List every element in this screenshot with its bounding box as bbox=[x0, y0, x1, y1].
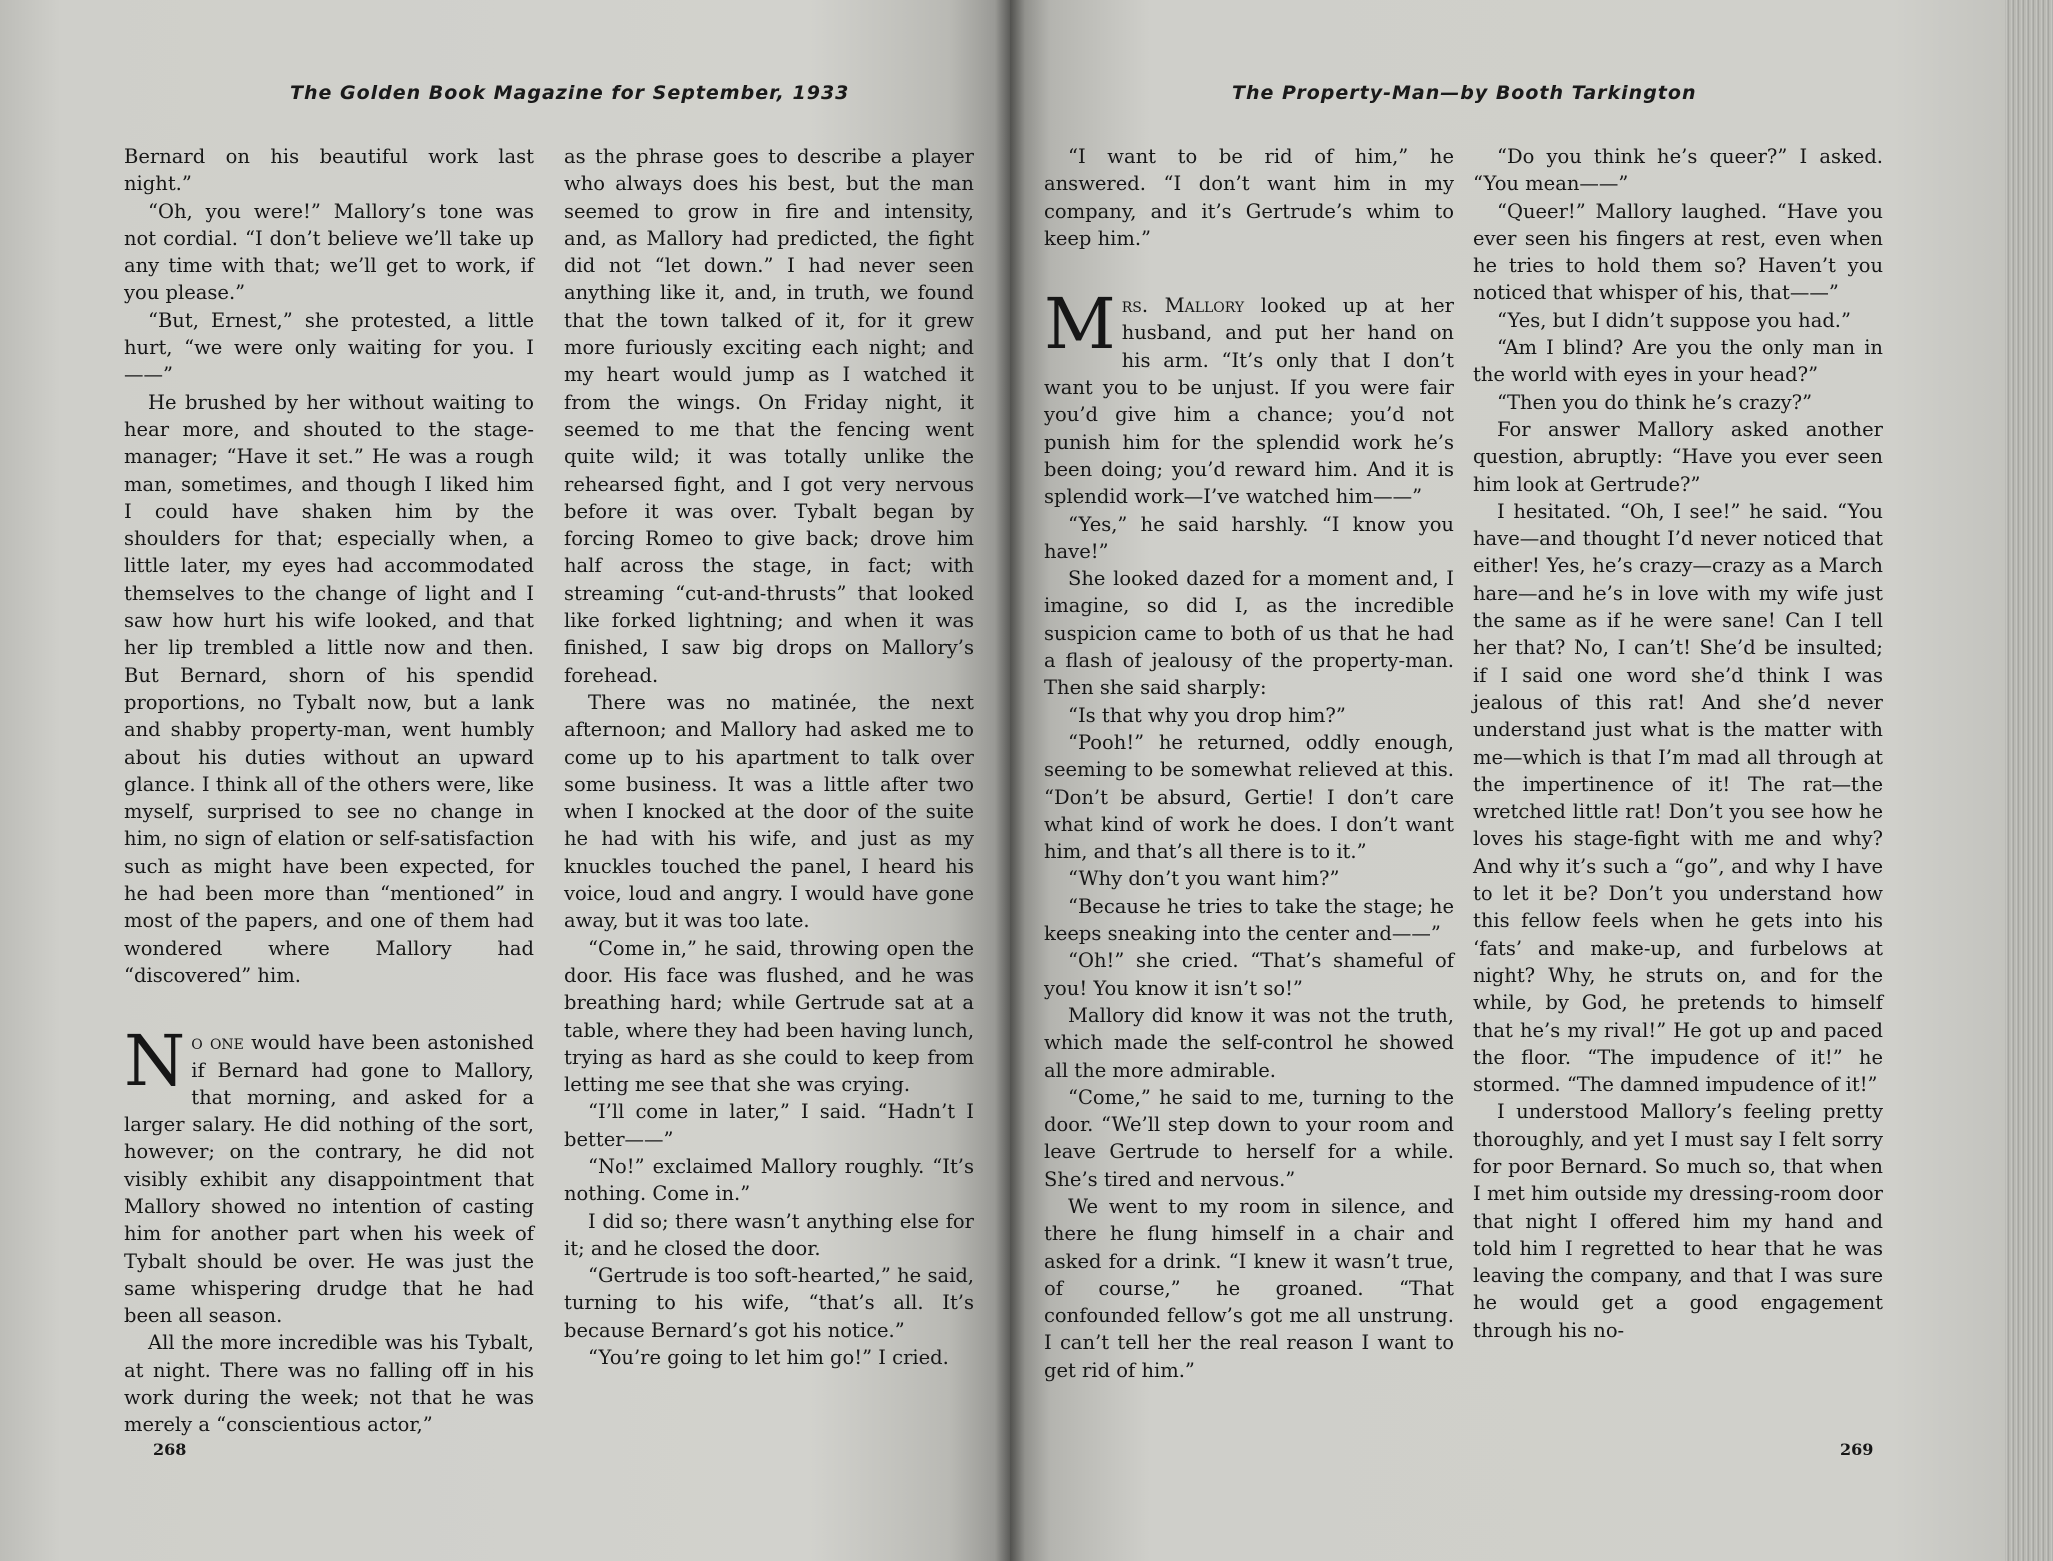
paragraph: “But, Ernest,” she protested, a little hurt, “we were only waiting for you. I——” bbox=[124, 308, 534, 387]
paragraph: “I’ll come in later,” I said. “Hadn’t I better——” bbox=[564, 1100, 974, 1151]
right-page-column-1 bbox=[1044, 143, 1454, 1384]
paragraph: Bernard on his beautiful work last night.” bbox=[124, 145, 534, 196]
paragraph: Mallory did know it was not the truth, which made the self-control he showed all the more admirable. bbox=[1044, 1003, 1454, 1082]
paragraph: “Because he tries to take the stage; he keeps sneaking into the center and——” bbox=[1044, 894, 1454, 946]
paragraph: “Pooh!” he returned, oddly enough, seeming to be somewhat relieved at this. “Don’t be absurd, Gertie! I don’t care what kind of work he does. I don’t want him, and that’s all there is to it.” bbox=[1044, 730, 1454, 864]
paragraph: “Yes,” he said harshly. “I know you have!” bbox=[1044, 512, 1454, 563]
left-page-column-2 bbox=[564, 143, 974, 1371]
paragraph: “Is that why you drop him?” bbox=[1068, 703, 1346, 727]
paragraph: I did so; there wasn’t anything else for it; and he closed the door. bbox=[564, 1209, 974, 1260]
small-caps-lead: o one bbox=[191, 1031, 244, 1055]
right-running-head: The Property-Man—by Booth Tarkington bbox=[1232, 82, 1697, 104]
paragraph: “Queer!” Mallory laughed. “Have you ever seen his fingers at rest, even when he tries to hold them so? Haven’t you noticed that whisper of his, that——” bbox=[1473, 199, 1883, 305]
paragraph: “Oh!” she cried. “That’s shameful of you! You know it isn’t so!” bbox=[1044, 949, 1454, 1000]
paragraph: There was no matinée, the next afternoon; and Mallory had asked me to come up to his apartment to talk over some business. It was a little after two when I knocked at the door of the suite he had with his wife, and just as my knuckles touched the panel, I heard his voice, loud and angry. I would have gone away, but it was too late. bbox=[564, 690, 974, 933]
section-opening-paragraph bbox=[1044, 283, 1454, 510]
paragraph: “Come in,” he said, throwing open the door. His face was flushed, and he was breathing hard; while Gertrude sat at a table, where they had been having lunch, trying as hard as she could to keep from letting me see that she was crying. bbox=[564, 936, 975, 1097]
paragraph: “Come,” he said to me, turning to the door. “We’ll step down to your room and leave Gertrude to herself for a while. She’s tired and nervous.” bbox=[1044, 1085, 1454, 1191]
paragraph: For answer Mallory asked another question, abruptly: “Have you ever seen him look at Gertrude?” bbox=[1473, 417, 1883, 496]
paragraph: “Gertrude is too soft-hearted,” he said, turning to his wife, “that’s all. It’s because Bernard’s got his notice.” bbox=[564, 1264, 974, 1342]
paragraph: “You’re going to let him go!” I cried. bbox=[588, 1346, 949, 1370]
paragraph: “Then you do think he’s crazy?” bbox=[1497, 390, 1813, 414]
small-caps-lead: rs. Mallory bbox=[1121, 294, 1245, 318]
paragraph: “I want to be rid of him,” he answered. “I don’t want him in my company, and it’s Gertrude’s whim to keep him.” bbox=[1044, 145, 1454, 250]
paragraph: “Why don’t you want him?” bbox=[1068, 867, 1340, 891]
left-page-column-1 bbox=[124, 143, 534, 1439]
right-page-number: 269 bbox=[1840, 1440, 1874, 1459]
paragraph-text: looked up at her husband, and put her hand on his arm. “It’s only that I don’t want you to be unjust. If you were fair you’d give him a chance; you’d not punish him for the splendid work he’s been doing; you’d reward him. And it is splendid work—I’ve watched him——” bbox=[1044, 294, 1454, 509]
drop-cap: M bbox=[1044, 283, 1116, 366]
paragraph-text: would have been astonished if Bernard had gone to Mallory, that morning, and asked for a larger salary. He did nothing of the sort, however; on the contrary, he did not visibly exhibit any disappointment that Mallory showed no intention of casting him for another part when his week of Tybalt should be over. He was just the same whispering drudge that he had been all season. bbox=[124, 1031, 534, 1328]
left-running-head: The Golden Book Magazine for September, 1933 bbox=[290, 82, 850, 104]
paragraph: “Oh, you were!” Mallory’s tone was not cordial. “I don’t believe we’ll take up any time with that; we’ll get to work, if you please.” bbox=[124, 199, 534, 305]
left-page-number: 268 bbox=[153, 1440, 187, 1459]
paragraph: “Yes, but I didn’t suppose you had.” bbox=[1497, 308, 1851, 332]
right-page bbox=[1010, 0, 2013, 1561]
paragraph: All the more incredible was his Tybalt, at night. There was no falling off in his work during the week; not that he was merely a “conscientious actor,” bbox=[124, 1331, 534, 1437]
paragraph: We went to my room in silence, and there he flung himself in a chair and asked for a drink. “I knew it wasn’t true, of course,” he groaned. “That confounded fellow’s got me all unstrung. I can’t tell her the real reason I want to get rid of him.” bbox=[1044, 1194, 1454, 1382]
paragraph: “Am I blind? Are you the only man in the world with eyes in your head?” bbox=[1473, 336, 1883, 387]
paragraph: I hesitated. “Oh, I see!” he said. “You have—and thought I’d never noticed that either! Yes, he’s crazy—crazy as a March hare—and he’s in love with my wife just the same as if he were sane! Can I tell her that? No, I can’t! She’d be insulted; if I said one word she’d think I was jealous of this rat! And she’d never understand just what is the matter with me—which is that I’m mad all through at the impertinence of it! The rat—the wretched little rat! Don’t you see how he loves his stage-fight with me and why? And why it’s such a “go”, and why I have to let it be? Don’t you understand how this fellow feels when he gets into his ‘fats’ and make-up, and furbelows at night? Why, he struts on, and for the while, by God, he pretends to himself that he’s my rival!” He got up and paced the floor. “The impudence of it!” he stormed. “The damned impudence of it!” bbox=[1473, 499, 1883, 1097]
book-gutter-shadow bbox=[995, 0, 1025, 1561]
right-page-column-2 bbox=[1473, 143, 1883, 1344]
page-stack-edges bbox=[2005, 0, 2053, 1561]
left-page bbox=[0, 0, 1010, 1561]
paragraph: “Do you think he’s queer?” I asked. “You mean——” bbox=[1473, 145, 1883, 196]
paragraph: “No!” exclaimed Mallory roughly. “It’s nothing. Come in.” bbox=[564, 1154, 974, 1206]
paragraph: He brushed by her without waiting to hear more, and shouted to the stage-manager; “Have it set.” He was a rough man, sometimes, and though I liked him I could have shaken him by the shoulders for that; especially when, a little later, my eyes had accommodated themselves to the change of light and I saw how hurt his wife looked, and that her lip trembled a little now and then. But Bernard, shorn of his spendid proportions, no Tybalt now, but a lank and shabby property-man, went humbly about his duties without an upward glance. I think all of the others were, like myself, surprised to see no change in him, no sign of elation or self-satisfaction such as might have been expected, for he had been more than “mentioned” in most of the papers, and one of them had wondered where Mallory had “discovered” him. bbox=[124, 390, 534, 987]
paragraph: I understood Mallory’s feeling pretty thoroughly, and yet I must say I felt sorry for poor Bernard. So much so, that when I met him outside my dressing-room door that night I offered him my hand and told him I regretted to hear that he was leaving the company, and that I was sure he would get a good engagement through his no- bbox=[1473, 1100, 1883, 1342]
paragraph: She looked dazed for a moment and, I imagine, so did I, as the incredible suspicion came to both of us that he had a flash of jealousy of the property-man. Then she said sharply: bbox=[1044, 567, 1454, 700]
section-opening-paragraph bbox=[124, 1020, 534, 1329]
drop-cap: N bbox=[124, 1020, 186, 1103]
paragraph: as the phrase goes to describe a player who always does his best, but the man seemed to grow in fire and intensity, and, as Mallory had predicted, the fight did not “let down.” I had never seen anything like it, and, in truth, we found that the town talked of it, for it grew more furiously exciting each night; and my heart would jump as I watched it from the wings. On Friday night, it seemed to me that the fencing went quite wild; it was totally unlike the rehearsed fight, and I got very nervous before it was over. Tybalt began by forcing Romeo to give back; drove him half across the stage, in fact; with streaming “cut-and-thrusts” that looked like forked lightning; and when it was finished, I saw big drops on Mallory’s forehead. bbox=[564, 145, 974, 687]
